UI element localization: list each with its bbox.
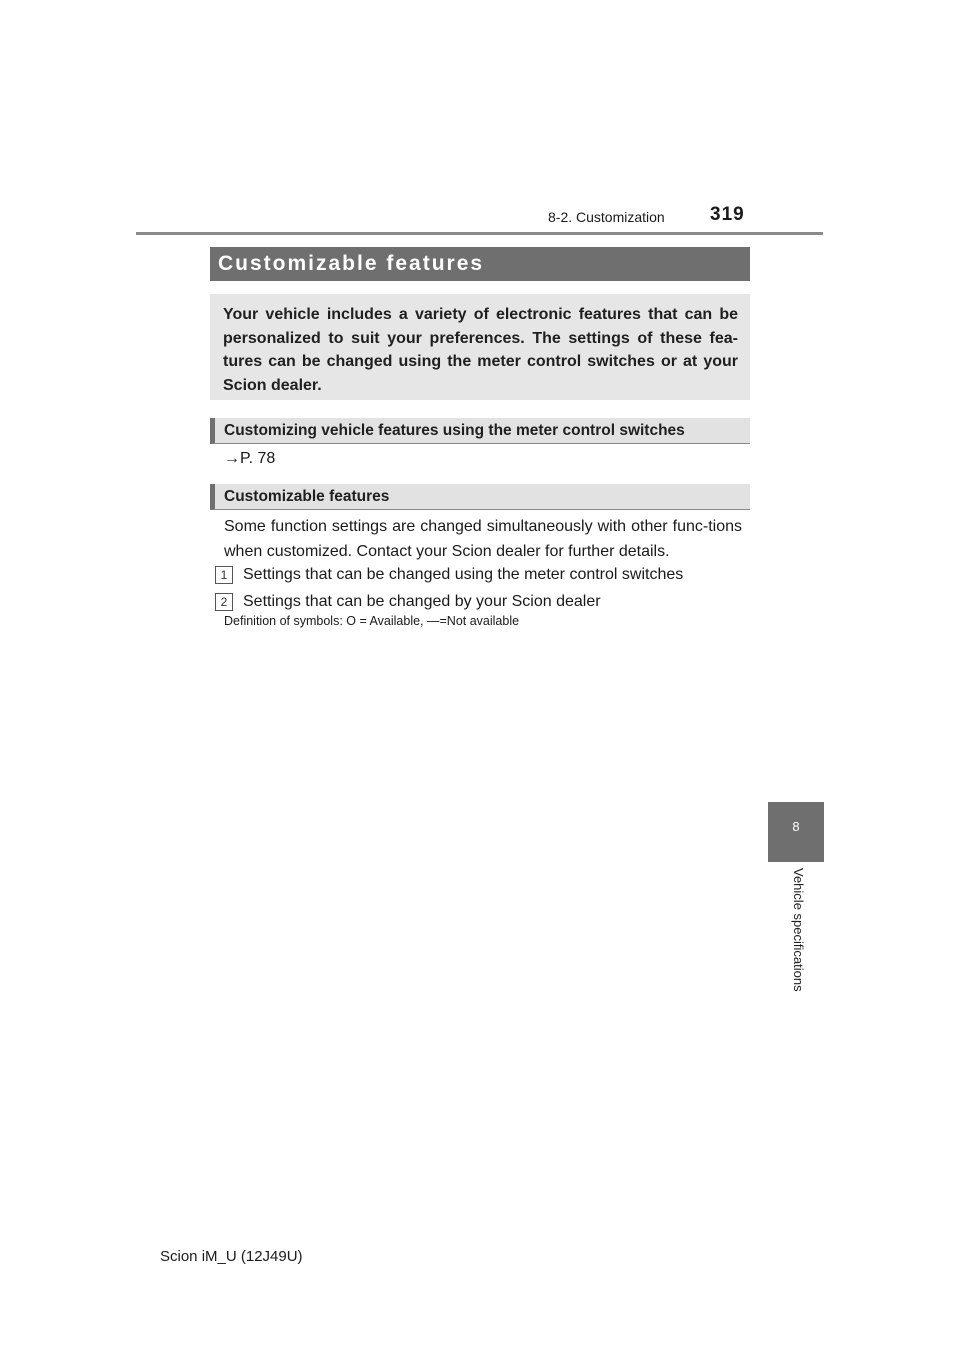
- list-item-text: Settings that can be changed using the meter control switches: [243, 566, 684, 583]
- number-badge: 1: [215, 566, 233, 584]
- chapter-tab: [768, 802, 824, 862]
- sub-heading-customizable-features: Customizable features: [210, 484, 750, 510]
- number-badge: 2: [215, 593, 233, 611]
- page-title: Customizable features: [210, 247, 750, 281]
- list-item-text: Settings that can be changed by your Scion dealer: [243, 593, 601, 610]
- chapter-title: Vehicle specifications: [791, 868, 806, 992]
- page-reference-link[interactable]: →P. 78: [224, 450, 276, 467]
- header-divider: [136, 232, 823, 235]
- footer-doc-id: Scion iM_U (12J49U): [160, 1248, 303, 1265]
- sub-heading-meter-switches: Customizing vehicle features using the meter control switches: [210, 418, 750, 444]
- page-number: 319: [710, 204, 745, 225]
- body-paragraph: Some function settings are changed simultaneously with other func-tions when customized. Contact your Scion dealer for further details.: [224, 518, 742, 560]
- intro-box: [210, 294, 750, 400]
- chapter-number: 8: [792, 819, 800, 834]
- intro-text: Your vehicle includes a variety of electronic features that can be personalized to suit your preferences. The settings of these fea-tures can be changed using the meter control switches or at your Scion dealer.: [223, 306, 738, 394]
- symbol-definition-note: Definition of symbols: O = Available, —=Not available: [224, 614, 520, 628]
- section-label: 8-2. Customization: [548, 209, 665, 225]
